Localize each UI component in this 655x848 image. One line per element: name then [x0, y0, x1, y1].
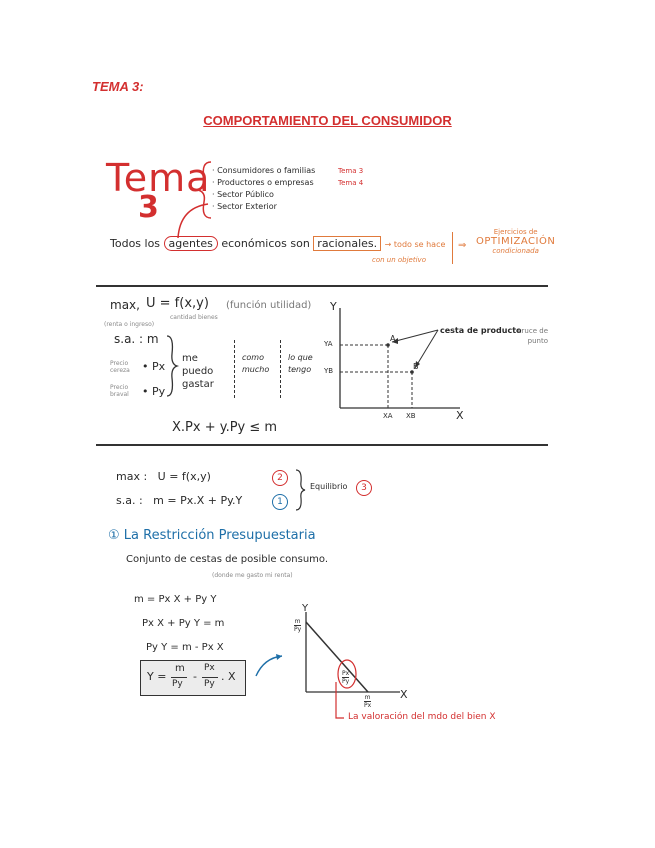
- dashed-separator: [280, 340, 281, 398]
- curve-arrow: [168, 200, 218, 240]
- cesta-label: cesta de producto: [440, 326, 522, 335]
- budget-axis-y: Y: [302, 603, 309, 614]
- graph-axis-x: X: [456, 409, 464, 422]
- py-term: • Py: [142, 385, 166, 398]
- px-term: • Px: [142, 360, 166, 373]
- blue-arrow: [252, 650, 286, 680]
- eq4-fraction-bar: [171, 677, 187, 678]
- renta-label: (renta o ingreso): [104, 321, 155, 328]
- precio-braval: Precio braval: [110, 384, 129, 398]
- max-line: max : U = f(x,y): [116, 470, 211, 483]
- son-word: son: [290, 237, 310, 250]
- racionales-word: racionales.: [313, 236, 381, 251]
- todo-se-hace: → todo se hace: [384, 240, 446, 249]
- agents-list: [212, 165, 315, 213]
- tema-ref: Tema 4: [338, 179, 364, 187]
- sa-line: s.a. : m = Px.X + Py.Y: [116, 494, 243, 507]
- funcion-utilidad: (función utilidad): [226, 300, 312, 311]
- m-over-py-den: Py: [294, 626, 302, 633]
- agent-item: · Sector Exterior: [212, 202, 277, 211]
- optimizacion-label: OPTIMIZACIÓN: [476, 236, 556, 247]
- circle-three: 3: [356, 480, 372, 496]
- slope-num: Px: [342, 670, 350, 677]
- valoracion-text: La valoración del mdo del bien X: [348, 712, 496, 722]
- budget-constraint: X.Px + y.Py ≤ m: [172, 420, 278, 435]
- me-puedo-gastar: me puedo gastar: [182, 353, 214, 390]
- budget-axis-x: X: [400, 688, 408, 701]
- economicos-word: económicos: [221, 237, 287, 250]
- consumption-graph: [320, 300, 560, 430]
- eq4-x: . X: [221, 670, 236, 683]
- donde-text: (donde me gasto mi renta): [212, 572, 293, 579]
- circle-one: 1: [272, 494, 288, 510]
- eq4-minus: -: [193, 670, 197, 683]
- ejercicios-block: [476, 228, 555, 255]
- agentes-word: agentes: [164, 236, 218, 251]
- max-label: max,: [110, 298, 140, 312]
- equation-3: Py Y = m - Px X: [146, 642, 224, 653]
- condicionada-label: condicionada: [492, 247, 539, 255]
- point-b: B: [413, 362, 419, 371]
- restriccion-num: ①: [108, 528, 120, 543]
- eq4-m: m: [175, 663, 185, 674]
- agent-item: · Sector Público: [212, 190, 274, 199]
- agentes-sentence: [110, 237, 445, 250]
- graph-xb: XB: [406, 412, 416, 420]
- equation-4-box: [140, 660, 246, 696]
- conjunto-text: Conjunto de cestas de posible consumo.: [126, 554, 329, 565]
- document-title: COMPORTAMIENTO DEL CONSUMIDOR: [203, 113, 452, 128]
- sa-m: s.a. : m: [114, 332, 159, 346]
- eq4-y: Y =: [147, 670, 167, 683]
- divider-bottom: [96, 444, 548, 446]
- ejercicios-label: Ejercicios de: [493, 228, 538, 236]
- utility-function: U = f(x,y): [146, 296, 209, 311]
- eq4-py2: Py: [204, 679, 215, 689]
- circle-two: 2: [272, 470, 288, 486]
- implies-arrow: ⇒: [458, 240, 467, 251]
- graph-xa: XA: [383, 412, 393, 420]
- utility-sub: cantidad bienes: [170, 314, 218, 321]
- divider-top: [96, 285, 548, 287]
- eq4-px: Px: [204, 663, 215, 673]
- equation-1: m = Px X + Py Y: [134, 594, 217, 605]
- restriccion-title: La Restricción Presupuestaria: [123, 528, 316, 543]
- m-over-px: [364, 694, 371, 709]
- slope-den: Py: [342, 678, 350, 685]
- eq4-fraction-bar: [202, 677, 218, 678]
- agent-item: · Consumidores o familias: [212, 166, 316, 175]
- cruce-label: cruce de punto: [517, 327, 548, 345]
- equilibrio-brace: [294, 468, 308, 512]
- point-a: A: [390, 334, 396, 343]
- tema-heading: TEMA 3:: [92, 79, 144, 94]
- m-over-px-num: m: [364, 694, 371, 701]
- tema-ref: Tema 3: [338, 167, 364, 175]
- tema-refs: [338, 165, 363, 189]
- sentence-start: Todos los: [110, 237, 161, 250]
- m-over-py-num: m: [294, 618, 301, 625]
- graph-axis-y: Y: [330, 300, 337, 313]
- graph-yb: YB: [324, 367, 334, 375]
- budget-graph: [290, 600, 430, 730]
- equation-2: Px X + Py Y = m: [142, 618, 225, 629]
- equilibrio-label: Equilibrio: [310, 482, 348, 491]
- sa-brace: [164, 334, 180, 398]
- tema-number: 3: [138, 190, 159, 225]
- slope-fraction: [342, 670, 349, 685]
- restriccion-heading: [108, 528, 316, 543]
- eq4-py: Py: [172, 679, 183, 689]
- agent-item: · Productores o empresas: [212, 178, 314, 187]
- lo-que-tengo: lo que tengo: [288, 353, 313, 374]
- tema-word: Tema: [106, 156, 211, 200]
- objetivo-text: con un objetivo: [372, 256, 426, 264]
- m-over-px-den: Px: [364, 702, 372, 709]
- dashed-separator: [234, 340, 235, 398]
- m-over-py: [294, 618, 301, 633]
- precio-cereza: Precio cereza: [110, 360, 130, 374]
- graph-ya: YA: [324, 340, 333, 348]
- como-mucho: como mucho: [242, 353, 270, 374]
- separator-line: [452, 232, 453, 264]
